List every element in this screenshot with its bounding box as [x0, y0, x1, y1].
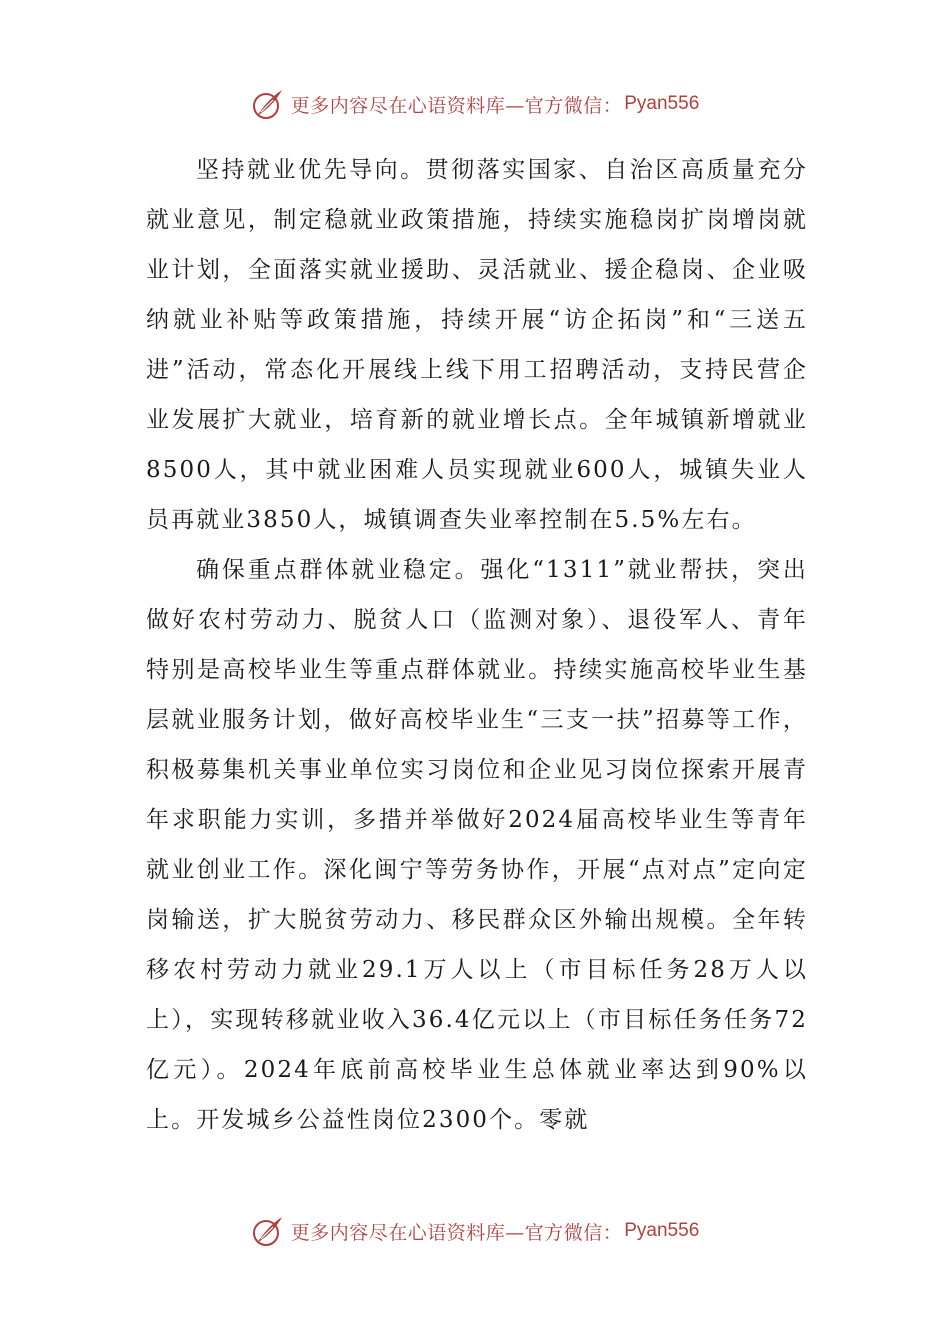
quill-logo-icon [251, 87, 285, 121]
banner-handle: Pyan556 [624, 93, 700, 114]
banner-text: 更多内容尽在心语资料库—官方微信： [290, 1221, 623, 1244]
banner-handle: Pyan556 [624, 1220, 700, 1241]
quill-logo-icon [251, 1214, 285, 1248]
footer-watermark-banner [0, 1211, 950, 1251]
paragraph-key-groups-employment: 确保重点群体就业稳定。强化“1311”就业帮扶，突出做好农村劳动力、脱贫人口（监测对象）、退役军人、青年特别是高校毕业生等重点群体就业。持续实施高校毕业生基层就业服务计划，做好高校毕业生“三支一扶”招募等工作，积极募集机关事业单位实习岗位和企业见习岗位探索开展青年求职能力实训，多措并举做好2024届高校毕业生等青年就业创业工作。深化闽宁等劳务协作，开展“点对点”定向定岗输送，扩大脱贫劳动力、移民群众区外输出规模。全年转移农村劳动力就业29.1万人以上（市目标任务28万人以上），实现转移就业收入36.4亿元以上（市目标任务任务72亿元）。2024年底前高校毕业生总体就业率达到90%以上。开发城乡公益性岗位2300个。零就 [146, 557, 808, 1133]
banner-text: 更多内容尽在心语资料库—官方微信： [290, 94, 623, 117]
header-watermark-banner [0, 84, 950, 124]
paragraph-employment-priority: 坚持就业优先导向。贯彻落实国家、自治区高质量充分就业意见，制定稳就业政策措施，持续实施稳岗扩岗增岗就业计划，全面落实就业援助、灵活就业、援企稳岗、企业吸纳就业补贴等政策措施，持续开展“访企拓岗”和“三送五进”活动，常态化开展线上线下用工招聘活动，支持民营企业发展扩大就业，培育新的就业增长点。全年城镇新增就业8500人，其中就业困难人员实现就业600人，城镇失业人员再就业3850人，城镇调查失业率控制在5.5%左右。 [146, 157, 808, 533]
document-body [146, 145, 808, 1145]
